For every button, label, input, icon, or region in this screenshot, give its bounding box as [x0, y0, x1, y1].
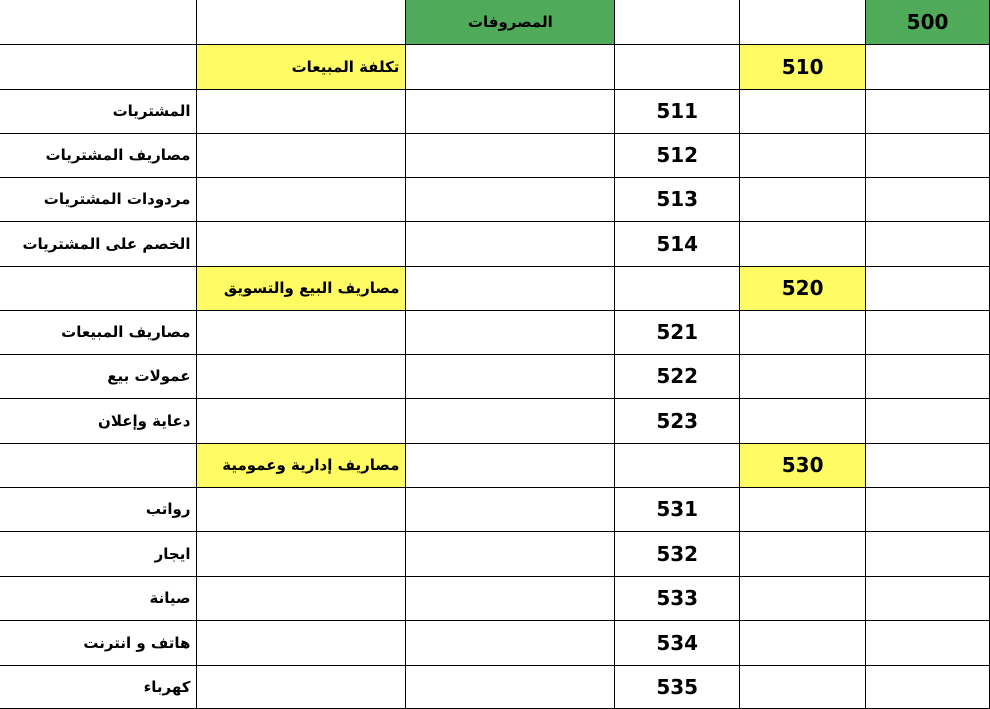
grid-cell[interactable]	[406, 487, 615, 531]
grid-cell[interactable]	[866, 177, 990, 221]
grid-cell[interactable]	[866, 44, 990, 89]
grid-cell[interactable]	[740, 620, 866, 665]
grid-cell[interactable]	[406, 665, 615, 708]
grid-cell[interactable]	[866, 266, 990, 310]
grid-cell[interactable]	[615, 0, 740, 44]
grid-cell[interactable]	[740, 221, 866, 266]
grid-cell[interactable]	[615, 266, 740, 310]
grid-cell[interactable]	[740, 531, 866, 576]
grid-cell[interactable]	[406, 44, 615, 89]
grid-cell[interactable]	[615, 44, 740, 89]
grid-cell[interactable]	[406, 89, 615, 133]
grid-cell[interactable]	[740, 133, 866, 177]
account-row	[0, 398, 990, 443]
grid-cell[interactable]	[406, 310, 615, 354]
grid-cell[interactable]	[866, 221, 990, 266]
grid-cell[interactable]	[740, 177, 866, 221]
account-code-cell[interactable]: 534	[615, 620, 740, 665]
grid-cell[interactable]	[197, 398, 406, 443]
group-code-cell[interactable]: 510	[740, 44, 866, 89]
account-label-cell[interactable]: عمولات بيع	[0, 354, 197, 398]
grid-cell[interactable]	[406, 221, 615, 266]
grid-cell[interactable]	[197, 354, 406, 398]
account-code-cell[interactable]: 523	[615, 398, 740, 443]
grid-cell[interactable]	[0, 0, 197, 44]
grid-cell[interactable]	[0, 44, 197, 89]
grid-cell[interactable]	[406, 266, 615, 310]
grid-cell[interactable]	[406, 398, 615, 443]
grid-cell[interactable]	[197, 221, 406, 266]
grid-cell[interactable]	[0, 443, 197, 487]
account-label-cell[interactable]: مصاريف المشتريات	[0, 133, 197, 177]
expenses-code-cell[interactable]: 500	[866, 0, 990, 44]
grid-cell[interactable]	[740, 354, 866, 398]
grid-cell[interactable]	[197, 89, 406, 133]
account-row	[0, 620, 990, 665]
grid-cell[interactable]	[866, 133, 990, 177]
header-row	[0, 0, 990, 44]
account-label-cell[interactable]: صيانة	[0, 576, 197, 620]
group-label-cell[interactable]: مصاريف البيع والتسويق	[197, 266, 406, 310]
account-row	[0, 177, 990, 221]
grid-cell[interactable]	[197, 487, 406, 531]
grid-cell[interactable]	[615, 443, 740, 487]
account-row	[0, 310, 990, 354]
account-code-cell[interactable]: 521	[615, 310, 740, 354]
account-row	[0, 133, 990, 177]
account-row	[0, 221, 990, 266]
account-row	[0, 89, 990, 133]
grid-cell[interactable]	[740, 89, 866, 133]
grid-cell[interactable]	[866, 89, 990, 133]
account-label-cell[interactable]: مردودات المشتريات	[0, 177, 197, 221]
grid-cell[interactable]	[406, 576, 615, 620]
grid-cell[interactable]	[866, 531, 990, 576]
account-code-cell[interactable]: 514	[615, 221, 740, 266]
grid-cell[interactable]	[0, 266, 197, 310]
grid-cell[interactable]	[197, 620, 406, 665]
account-code-cell[interactable]: 522	[615, 354, 740, 398]
account-code-cell[interactable]: 513	[615, 177, 740, 221]
group-row	[0, 266, 990, 310]
grid-cell[interactable]	[197, 310, 406, 354]
account-label-cell[interactable]: هاتف و انترنت	[0, 620, 197, 665]
group-code-cell[interactable]: 530	[740, 443, 866, 487]
group-label-cell[interactable]: مصاريف إدارية وعمومية	[197, 443, 406, 487]
grid-cell[interactable]	[406, 133, 615, 177]
account-label-cell[interactable]: دعاية وإعلان	[0, 398, 197, 443]
account-label-cell[interactable]: رواتب	[0, 487, 197, 531]
grid-cell[interactable]	[740, 310, 866, 354]
group-row	[0, 443, 990, 487]
grid-cell[interactable]	[866, 310, 990, 354]
account-row	[0, 354, 990, 398]
grid-cell[interactable]	[740, 665, 866, 708]
grid-cell[interactable]	[740, 487, 866, 531]
grid-cell[interactable]	[197, 177, 406, 221]
grid-cell[interactable]	[866, 398, 990, 443]
group-label-cell[interactable]: تكلفة المبيعات	[197, 44, 406, 89]
account-row	[0, 487, 990, 531]
account-code-cell[interactable]: 511	[615, 89, 740, 133]
group-code-cell[interactable]: 520	[740, 266, 866, 310]
account-code-cell[interactable]: 512	[615, 133, 740, 177]
grid-cell[interactable]	[197, 133, 406, 177]
grid-cell[interactable]	[866, 354, 990, 398]
account-label-cell[interactable]: كهرباء	[0, 665, 197, 708]
grid-cell[interactable]	[406, 354, 615, 398]
grid-cell[interactable]	[197, 576, 406, 620]
grid-cell[interactable]	[197, 531, 406, 576]
account-label-cell[interactable]: مصاريف المبيعات	[0, 310, 197, 354]
grid-cell[interactable]	[740, 576, 866, 620]
grid-cell[interactable]	[197, 0, 406, 44]
grid-cell[interactable]	[866, 443, 990, 487]
grid-cell[interactable]	[866, 665, 990, 708]
grid-cell[interactable]	[866, 576, 990, 620]
account-code-cell[interactable]: 532	[615, 531, 740, 576]
grid-cell[interactable]	[406, 177, 615, 221]
account-row	[0, 576, 990, 620]
account-code-cell[interactable]: 533	[615, 576, 740, 620]
grid-cell[interactable]	[406, 620, 615, 665]
account-label-cell[interactable]: المشتريات	[0, 89, 197, 133]
grid-cell[interactable]	[740, 398, 866, 443]
grid-cell[interactable]	[740, 0, 866, 44]
account-label-cell[interactable]: ايجار	[0, 531, 197, 576]
account-label-cell[interactable]: الخصم على المشتريات	[0, 221, 197, 266]
grid-cell[interactable]	[406, 531, 615, 576]
account-code-cell[interactable]: 535	[615, 665, 740, 708]
grid-cell[interactable]	[197, 665, 406, 708]
grid-cell[interactable]	[866, 620, 990, 665]
account-code-cell[interactable]: 531	[615, 487, 740, 531]
grid-cell[interactable]	[866, 487, 990, 531]
group-row	[0, 44, 990, 89]
account-row	[0, 531, 990, 576]
grid-cell[interactable]	[406, 443, 615, 487]
account-row	[0, 665, 990, 708]
expenses-label-cell[interactable]: المصروفات	[406, 0, 615, 44]
